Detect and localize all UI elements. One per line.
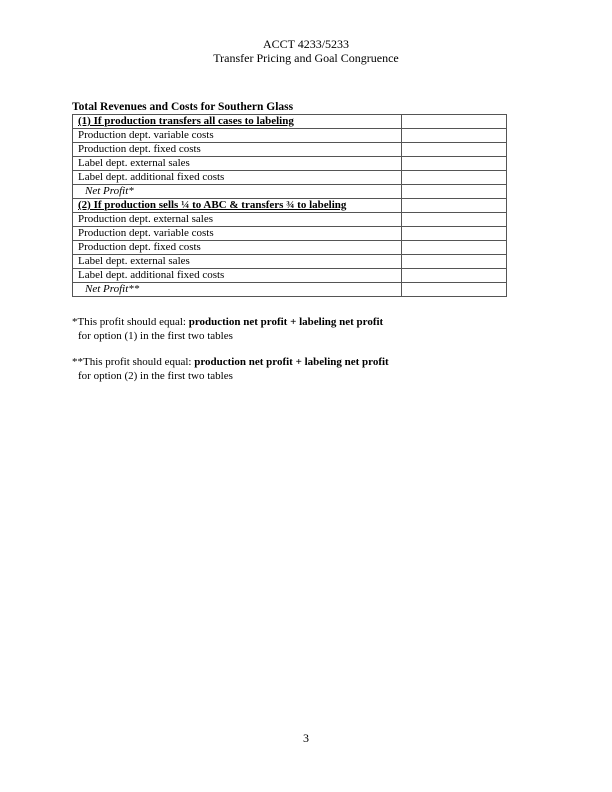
row-label: Production dept. variable costs (73, 227, 402, 241)
row-label: Label dept. additional fixed costs (73, 171, 402, 185)
row-label: Label dept. external sales (73, 157, 402, 171)
row-label: Label dept. external sales (73, 255, 402, 269)
net-profit-label: Net Profit* (73, 185, 402, 199)
amount-cell[interactable] (402, 199, 507, 213)
row-label: Production dept. fixed costs (73, 143, 402, 157)
net-profit-cell[interactable] (402, 185, 507, 199)
table-row (73, 185, 507, 199)
table-row (73, 115, 507, 129)
table-row (73, 199, 507, 213)
row-label: Label dept. additional fixed costs (73, 269, 402, 283)
table-row (73, 269, 507, 283)
table-row (73, 255, 507, 269)
footnote-1-prefix: *This profit should equal: (72, 316, 189, 328)
amount-cell[interactable] (402, 143, 507, 157)
amount-cell[interactable] (402, 157, 507, 171)
row-label: Production dept. external sales (73, 213, 402, 227)
amount-cell[interactable] (402, 227, 507, 241)
table-row (73, 283, 507, 297)
page-header (0, 37, 612, 65)
course-code: ACCT 4233/5233 (262, 37, 350, 51)
table-row (73, 157, 507, 171)
section-title: Total Revenues and Costs for Southern Glass (72, 101, 294, 113)
footnote-1 (72, 315, 383, 343)
footnote-2 (72, 355, 389, 383)
table-row (73, 129, 507, 143)
footnote-2-line2: for option (2) in the first two tables (78, 370, 233, 382)
footnote-1-bold: production net profit + labeling net profit (188, 316, 384, 328)
net-profit-cell[interactable] (402, 283, 507, 297)
footnote-1-line2: for option (1) in the first two tables (78, 330, 233, 342)
table-row (73, 241, 507, 255)
page-number: 3 (303, 731, 309, 745)
footnote-2-bold: production net profit + labeling net profit (194, 356, 389, 368)
option1-header: (1) If production transfers all cases to labeling (73, 115, 402, 129)
row-label: Production dept. fixed costs (73, 241, 402, 255)
amount-cell[interactable] (402, 213, 507, 227)
row-label: Production dept. variable costs (73, 129, 402, 143)
amount-cell[interactable] (402, 115, 507, 129)
net-profit-label: Net Profit** (73, 283, 402, 297)
amount-cell[interactable] (402, 255, 507, 269)
revenue-cost-table (72, 114, 507, 297)
table-row (73, 227, 507, 241)
footnote-2-prefix: **This profit should equal: (72, 356, 195, 368)
table-row (73, 213, 507, 227)
amount-cell[interactable] (402, 241, 507, 255)
amount-cell[interactable] (402, 269, 507, 283)
table-row (73, 143, 507, 157)
table-row (73, 171, 507, 185)
option2-header: (2) If production sells ¼ to ABC & transfers ¾ to labeling (73, 199, 402, 213)
amount-cell[interactable] (402, 129, 507, 143)
amount-cell[interactable] (402, 171, 507, 185)
document-subtitle: Transfer Pricing and Goal Congruence (213, 51, 399, 65)
